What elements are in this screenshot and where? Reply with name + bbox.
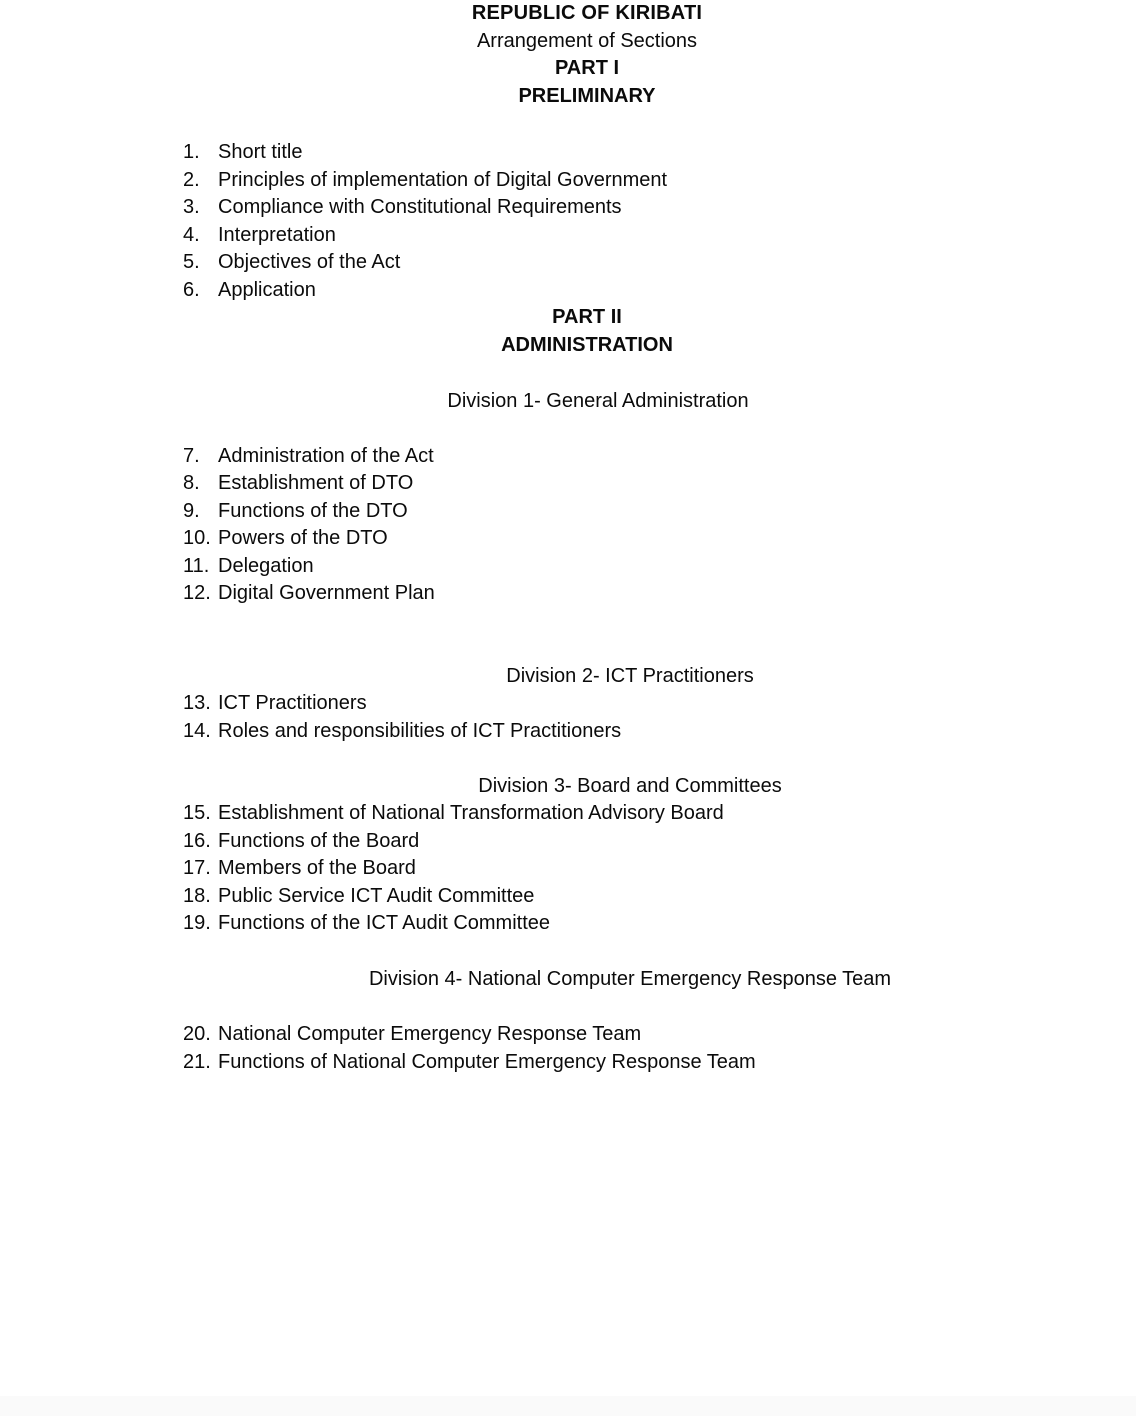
division-2-heading: Division 2- ICT Practitioners: [506, 664, 754, 687]
toc-item-text: Functions of the Board: [218, 829, 420, 852]
toc-item: [183, 800, 991, 828]
toc-item-number: 18.: [183, 884, 211, 907]
toc-item: [183, 1021, 991, 1049]
toc-item-number: 10.: [183, 527, 211, 549]
toc-item-number: 8.: [183, 472, 200, 494]
toc-item-number: 20.: [183, 1023, 211, 1045]
toc-item: [183, 277, 991, 305]
toc-item-number: 2.: [183, 168, 200, 191]
part-2-header: [183, 304, 991, 359]
toc-item-text: Functions of the DTO: [218, 499, 408, 522]
toc-item: [183, 498, 991, 526]
part-1-name: PRELIMINARY: [518, 84, 656, 107]
division-1-heading: Division 1- General Administration: [447, 390, 749, 412]
toc-item: [183, 718, 991, 746]
toc-item-number: 11.: [183, 554, 210, 577]
toc-item: [183, 828, 991, 856]
toc-item-text: Establishment of National Transformation Advisory Board: [218, 802, 724, 824]
toc-item: [183, 167, 991, 195]
page-bottom-edge: [0, 1396, 1136, 1416]
toc-item-number: 15.: [183, 802, 211, 824]
toc-item-number: 5.: [183, 251, 200, 273]
toc-item-number: 9.: [183, 499, 200, 522]
toc-item-text: Objectives of the Act: [218, 251, 401, 273]
toc-item: [183, 690, 991, 718]
document-subtitle: Arrangement of Sections: [476, 29, 698, 52]
toc-item: [183, 139, 991, 167]
part-1-header: [183, 55, 991, 110]
toc-item-text: Roles and responsibilities of ICT Practitioners: [218, 719, 622, 742]
toc-item-number: 21.: [183, 1050, 211, 1073]
toc-item-text: Public Service ICT Audit Committee: [218, 884, 535, 907]
part-1-label: PART I: [554, 57, 620, 79]
toc-item: [183, 470, 991, 498]
toc-item: [183, 580, 991, 608]
toc-item-text: Application: [218, 278, 316, 301]
toc-item-number: 6.: [183, 278, 200, 301]
toc-item: [183, 855, 991, 883]
toc-item-text: National Computer Emergency Response Team: [218, 1023, 642, 1045]
toc-item-text: Principles of implementation of Digital Government: [218, 168, 668, 191]
document-title: REPUBLIC OF KIRIBATI: [471, 2, 703, 24]
toc-item: [183, 222, 991, 250]
toc-item: [183, 249, 991, 277]
part-2-name: ADMINISTRATION: [501, 333, 673, 356]
toc-item-number: 16.: [183, 829, 211, 852]
division-1-item-list: [183, 443, 991, 608]
division-3-heading: Division 3- Board and Committees: [478, 774, 782, 797]
division-3-item-list: [183, 800, 991, 938]
toc-item-text: Establishment of DTO: [218, 472, 414, 494]
toc-item-number: 19.: [183, 912, 211, 934]
toc-item-text: Interpretation: [218, 223, 336, 246]
toc-item: [183, 553, 991, 581]
toc-item-number: 17.: [183, 857, 211, 879]
toc-item-number: 4.: [183, 223, 200, 246]
toc-item-number: 1.: [183, 141, 200, 163]
division-4-item-list: [183, 1021, 991, 1076]
document-content: [183, 0, 991, 1076]
toc-item-number: 3.: [183, 196, 200, 218]
toc-item-text: Functions of National Computer Emergency Response Team: [218, 1050, 756, 1073]
toc-item-text: Functions of the ICT Audit Committee: [218, 912, 551, 934]
toc-item-number: 7.: [183, 444, 200, 467]
toc-item: [183, 194, 991, 222]
toc-item-text: Digital Government Plan: [218, 582, 435, 604]
toc-item-text: Delegation: [218, 554, 314, 577]
toc-item: [183, 525, 991, 553]
toc-item: [183, 883, 991, 911]
division-2-item-list: [183, 690, 991, 745]
division-4-heading: Division 4- National Computer Emergency Response Team: [368, 968, 892, 990]
toc-item-text: ICT Practitioners: [218, 692, 367, 714]
toc-item-number: 12.: [183, 582, 211, 604]
toc-item: [183, 910, 991, 938]
toc-item-number: 13.: [183, 692, 211, 714]
toc-item-number: 14.: [183, 719, 211, 742]
toc-item-text: Members of the Board: [218, 857, 416, 879]
toc-item-text: Powers of the DTO: [218, 527, 388, 549]
toc-item-text: Short title: [218, 141, 303, 163]
part-2-label: PART II: [552, 306, 622, 328]
toc-item-text: Compliance with Constitutional Requirements: [218, 196, 622, 218]
toc-item: [183, 1049, 991, 1077]
part-1-item-list: [183, 139, 991, 304]
toc-item: [183, 443, 991, 471]
toc-item-text: Administration of the Act: [218, 444, 434, 467]
